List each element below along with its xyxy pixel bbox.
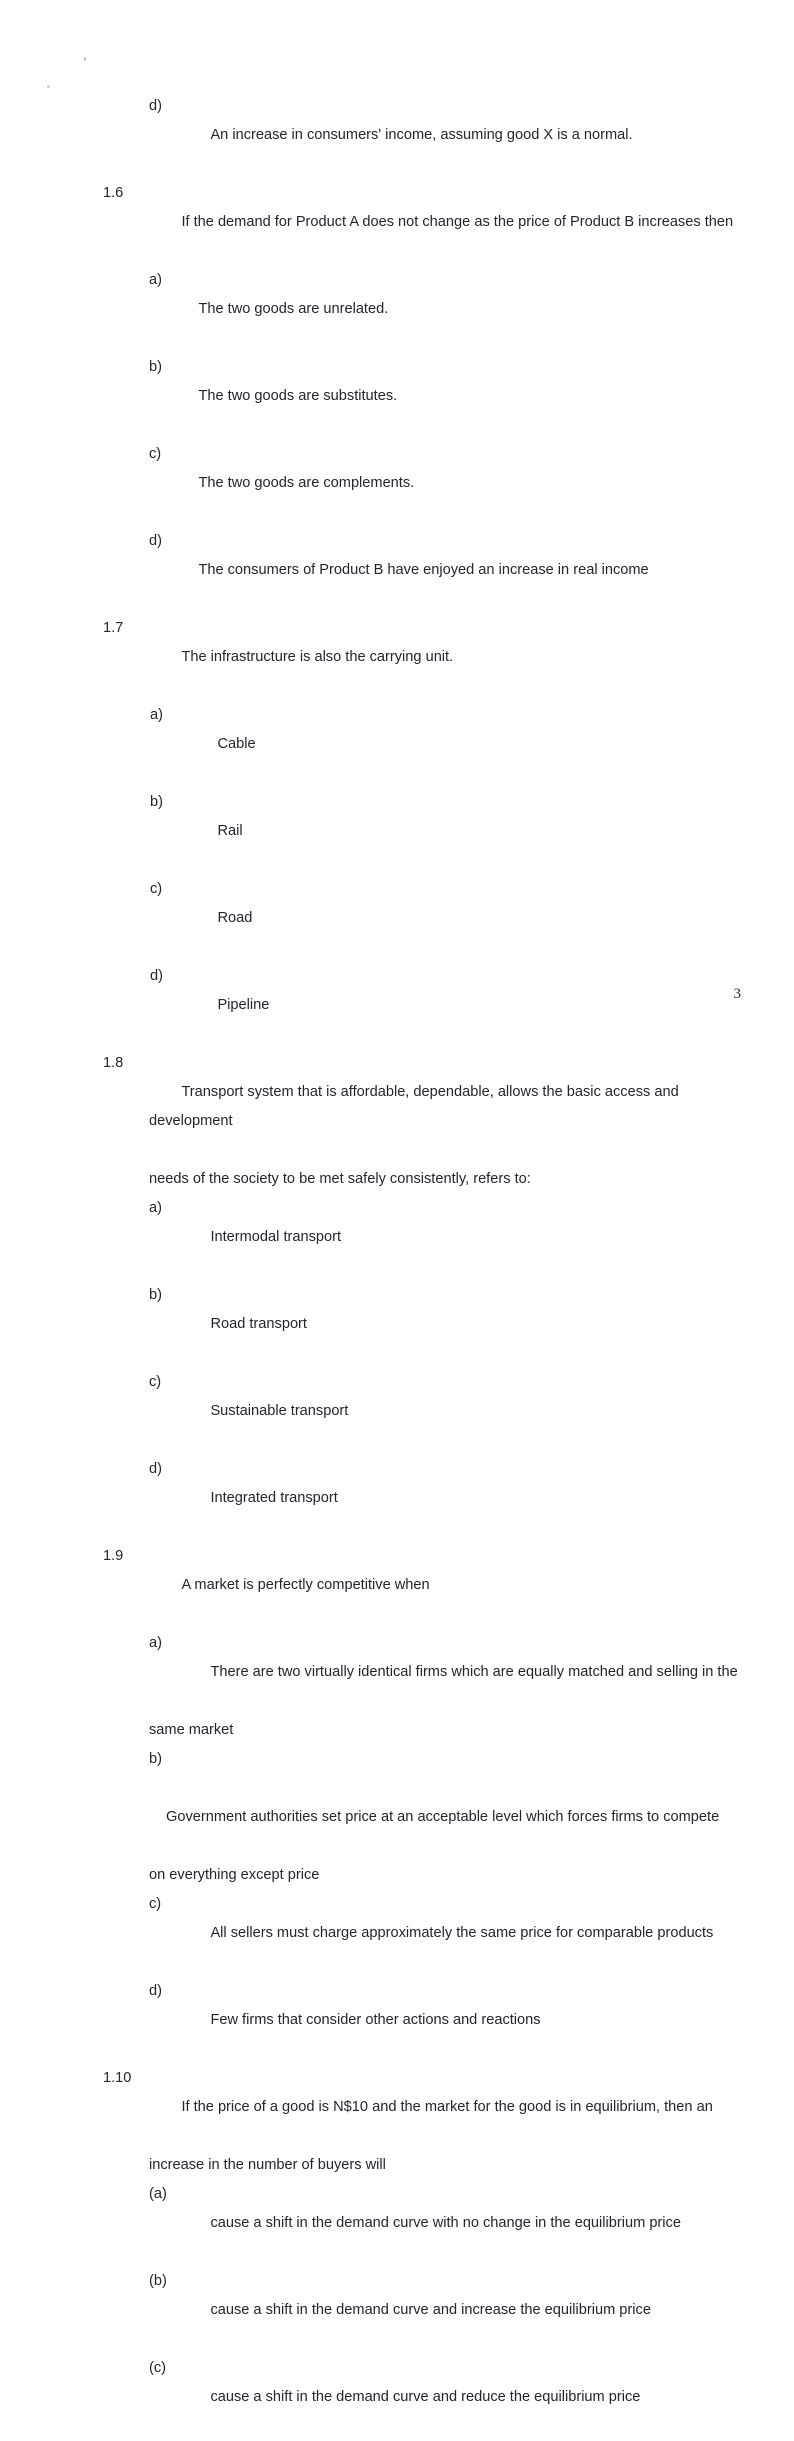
option-label: (b) xyxy=(149,2273,167,2289)
option-row xyxy=(0,1455,794,1542)
option-row xyxy=(0,788,794,875)
option-label: b) xyxy=(149,359,162,375)
question-stem xyxy=(0,179,794,266)
question-stem-text: If the demand for Product A does not change as the price of Product B increases then xyxy=(181,214,734,230)
question-stem-text: Transport system that is affordable, dependable, allows the basic access and development xyxy=(149,1084,683,1129)
option-label: d) xyxy=(149,533,162,549)
option-label: c) xyxy=(149,446,162,462)
option-text: The two goods are unrelated. xyxy=(198,301,389,317)
option-text: The two goods are complements. xyxy=(198,475,415,491)
option-text: Few firms that consider other actions and reactions xyxy=(210,2012,541,2028)
option-text: Intermodal transport xyxy=(210,1229,342,1245)
page-number: 3 xyxy=(733,986,741,1002)
option-text: Sustainable transport xyxy=(210,1403,349,1419)
option-row xyxy=(0,701,794,788)
option-label: (a) xyxy=(149,2186,167,2202)
option-label: d) xyxy=(149,1983,162,1999)
option-row xyxy=(0,266,794,353)
option-row xyxy=(0,2267,794,2354)
option-text: Rail xyxy=(217,823,243,839)
option-label: a) xyxy=(150,707,163,723)
option-row xyxy=(0,1194,794,1281)
question-1-6 xyxy=(0,179,794,614)
option-row xyxy=(0,1745,794,1861)
option-row xyxy=(0,875,794,962)
option-text: Cable xyxy=(217,736,256,752)
question-stem-continuation: needs of the society to be met safely consistently, refers to: xyxy=(149,1171,531,1187)
option-text-continuation: same market xyxy=(149,1722,234,1738)
option-label: a) xyxy=(149,1200,162,1216)
option-text: Government authorities set price at an acceptable level which forces firms to compete xyxy=(166,1809,720,1825)
option-row xyxy=(0,2354,794,2441)
question-number: 1.6 xyxy=(103,185,124,201)
option-label: b) xyxy=(149,1751,162,1767)
option-text: There are two virtually identical firms which are equally matched and selling in the xyxy=(210,1664,738,1680)
question-number: 1.10 xyxy=(103,2070,132,2086)
question-1-8 xyxy=(0,1049,794,1542)
option-text: cause a shift in the demand curve and increase the equilibrium price xyxy=(210,2302,651,2318)
option-label: a) xyxy=(149,1635,162,1651)
option-label: c) xyxy=(149,1896,162,1912)
option-label: d) xyxy=(149,1461,162,1477)
option-text-continuation: on everything except price xyxy=(149,1867,320,1883)
question-number: 1.7 xyxy=(103,620,124,636)
option-label: b) xyxy=(149,1287,162,1303)
option-text: The two goods are substitutes. xyxy=(198,388,398,404)
option-text: An increase in consumers' income, assuming good X is a normal. xyxy=(210,127,633,143)
option-label: d) xyxy=(150,968,163,984)
option-label: (c) xyxy=(149,2360,167,2376)
question-stem-text: If the price of a good is N$10 and the market for the good is in equilibrium, then an xyxy=(181,2099,713,2115)
option-row xyxy=(0,1890,794,1977)
option-label: a) xyxy=(149,272,162,288)
option-text: Integrated transport xyxy=(210,1490,338,1506)
option-text: The consumers of Product B have enjoyed an increase in real income xyxy=(198,562,649,578)
option-row xyxy=(0,1281,794,1368)
question-stem xyxy=(0,1542,794,1629)
option-text: cause a shift in the demand curve with no change in the equilibrium price xyxy=(210,2215,681,2231)
option-row xyxy=(0,2180,794,2267)
question-stem-text: The infrastructure is also the carrying unit. xyxy=(181,649,454,665)
question-1-7 xyxy=(0,614,794,1049)
option-row xyxy=(0,353,794,440)
option-label: c) xyxy=(149,1374,162,1390)
option-text: cause a shift in the demand curve and reduce the equilibrium price xyxy=(210,2389,641,2405)
option-row xyxy=(0,962,794,1049)
option-text: Pipeline xyxy=(217,997,270,1013)
question-stem xyxy=(0,2064,794,2151)
question-number: 1.9 xyxy=(103,1548,124,1564)
question-number: 1.8 xyxy=(103,1055,124,1071)
question-stem-text: A market is perfectly competitive when xyxy=(181,1577,430,1593)
option-row xyxy=(0,440,794,527)
option-label: d) xyxy=(149,98,162,114)
question-1-10 xyxy=(0,2064,794,2441)
option-label: b) xyxy=(150,794,163,810)
option-row xyxy=(0,1977,794,2064)
option-row xyxy=(0,1368,794,1455)
question-1-9 xyxy=(0,1542,794,2064)
option-row xyxy=(0,1629,794,1716)
option-text: Road transport xyxy=(210,1316,307,1332)
question-stem xyxy=(0,614,794,701)
question-stem-continuation: increase in the number of buyers will xyxy=(149,2157,386,2173)
option-row xyxy=(0,527,794,614)
option-label: c) xyxy=(150,881,163,897)
option-text: Road xyxy=(217,910,253,926)
question-stem xyxy=(0,1049,794,1165)
option-row xyxy=(0,92,794,179)
option-text: All sellers must charge approximately the same price for comparable products xyxy=(210,1925,714,1941)
lead-option-block xyxy=(0,92,794,179)
